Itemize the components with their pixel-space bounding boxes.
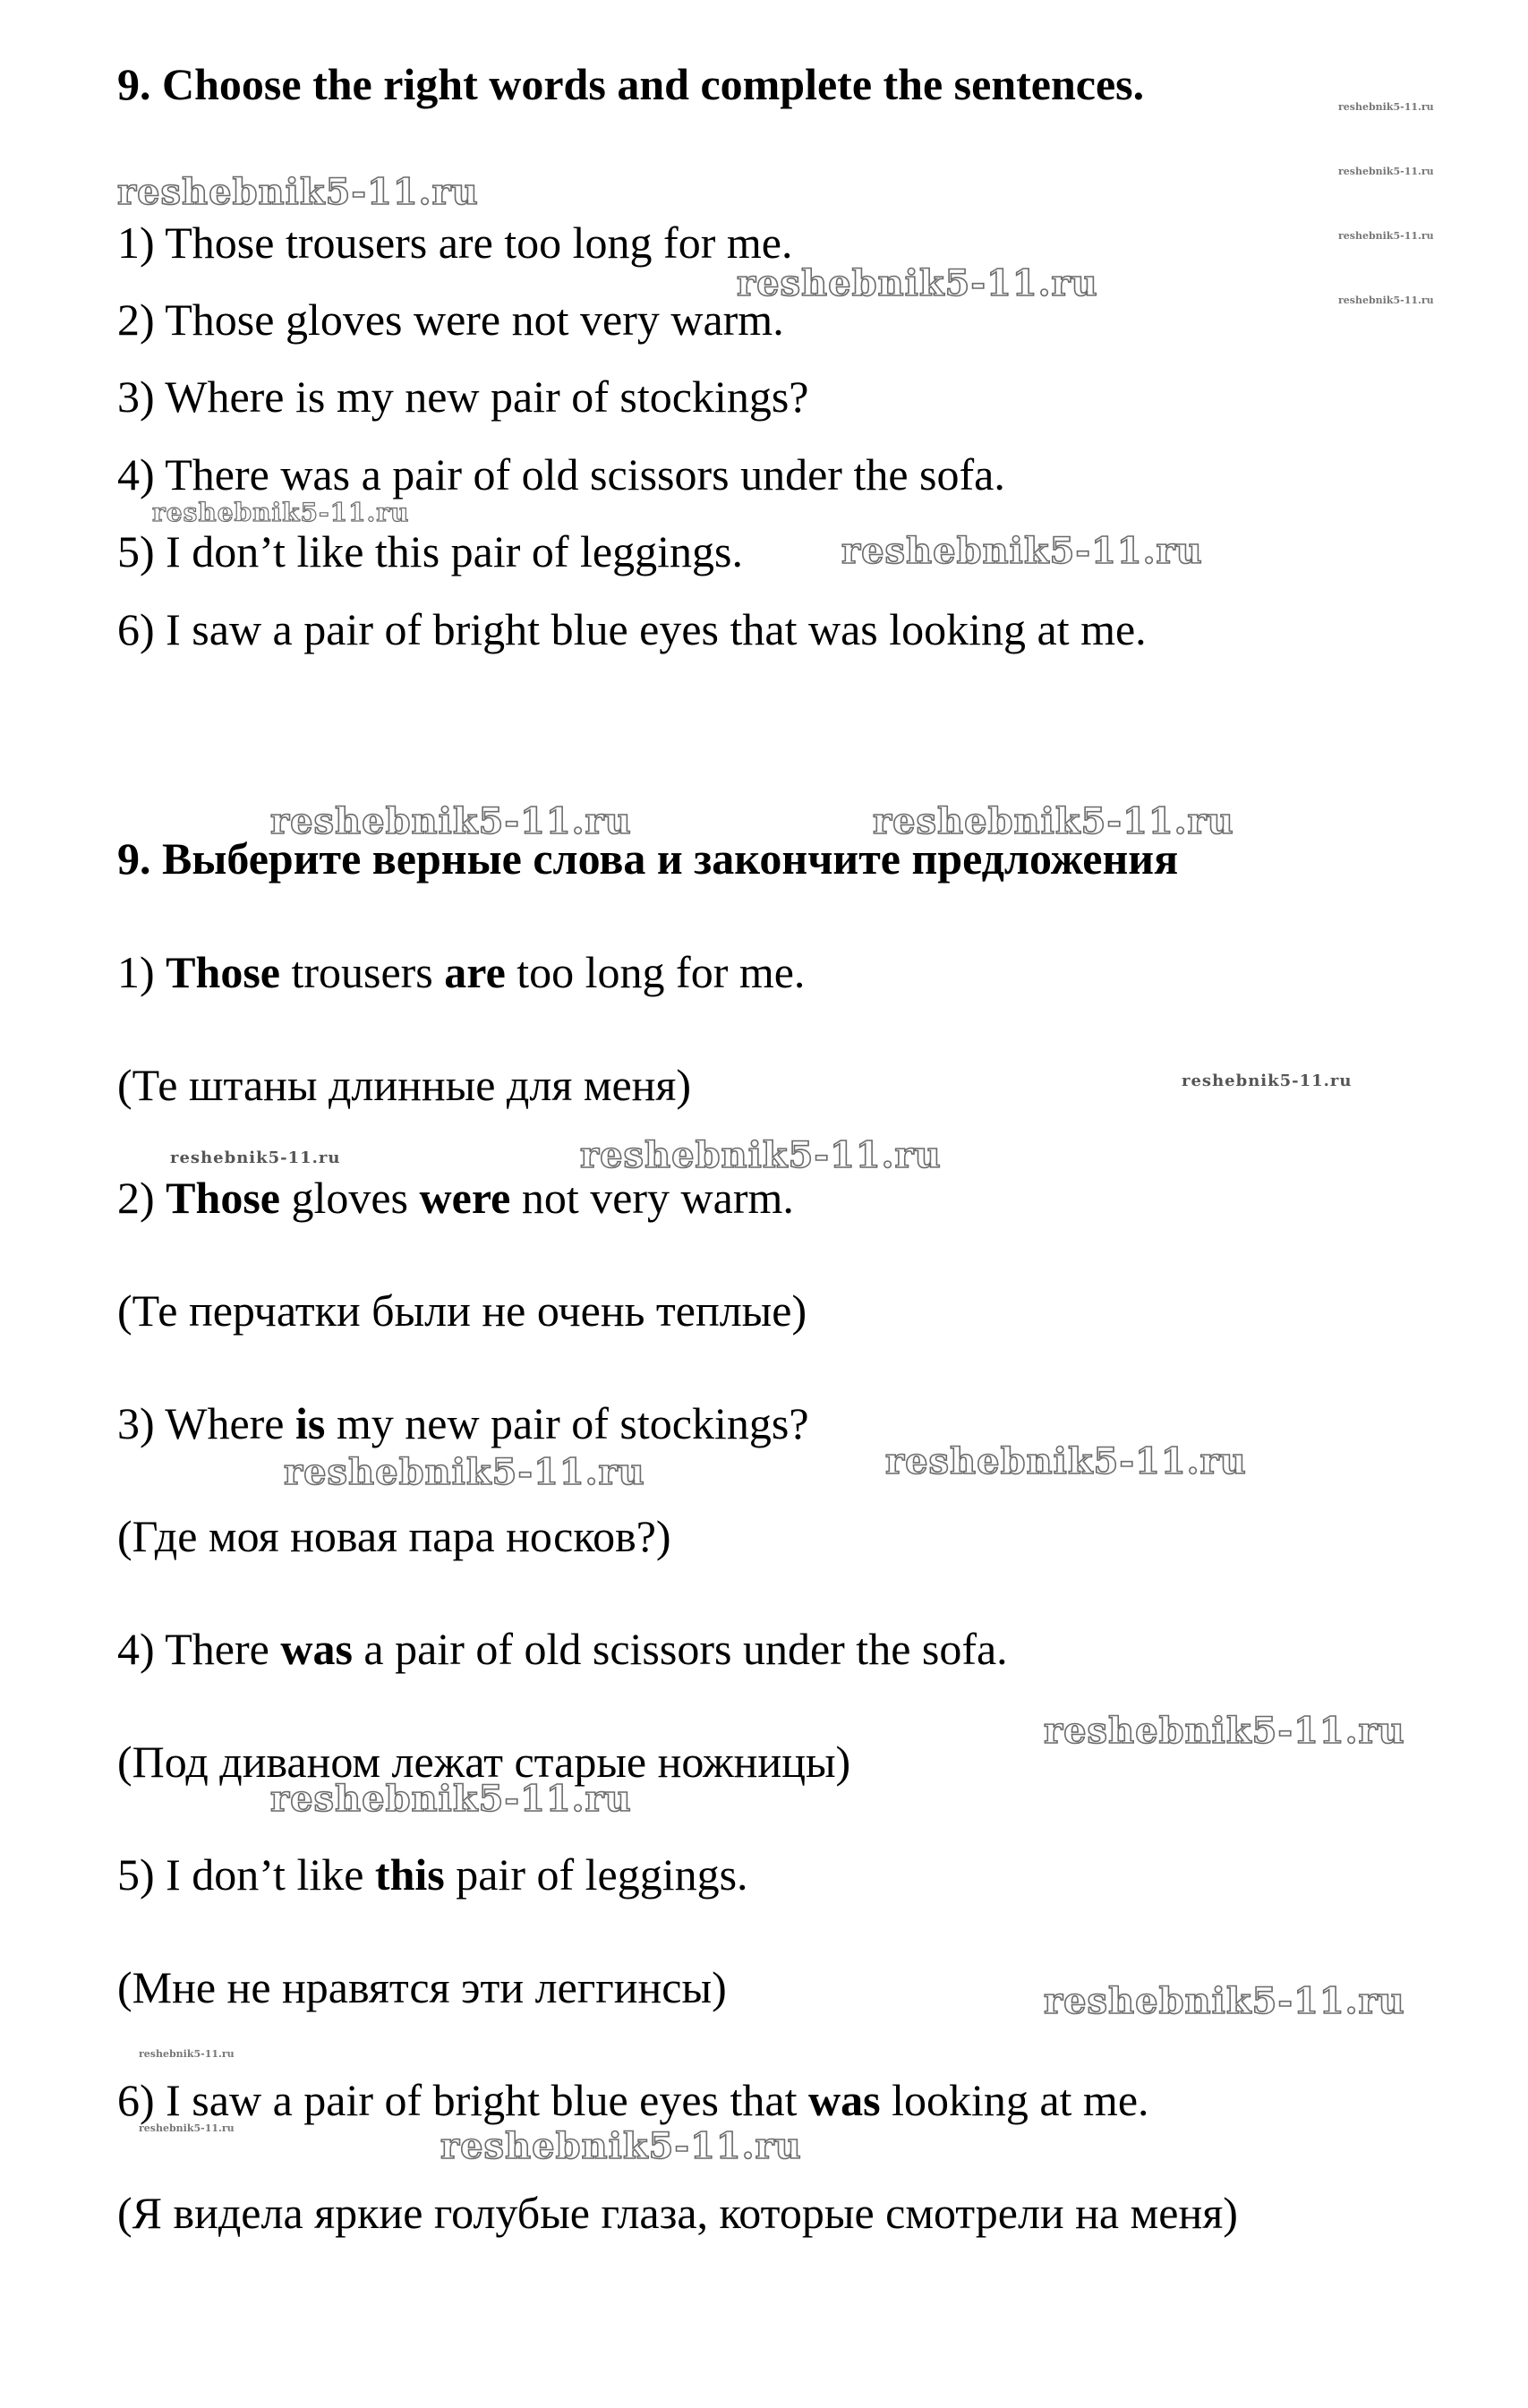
sentence-en-2: 2) Those gloves were not very warm. [117,295,784,345]
answer-word: are [444,947,506,997]
answer-6 [117,2073,1149,2127]
answer-3 [117,1396,809,1450]
watermark: reshebnik5-11.ru [117,171,479,213]
exercise-heading-en: 9. Choose the right words and complete the sentences. [117,59,1145,109]
watermark: reshebnik5-11.ru [580,1134,942,1176]
answer-text: There [165,1624,269,1674]
watermark: reshebnik5-11.ru [270,1778,632,1820]
watermark: reshebnik5-11.ru [284,1451,645,1493]
answer-4 [117,1622,1008,1676]
answer-text: I saw a pair of bright blue eyes that [166,2075,798,2125]
answer-text: Where [165,1398,285,1448]
translation-6: (Я видела яркие голубые глаза, которые смотрели на меня) [117,2188,1238,2238]
watermark: reshebnik5-11.ru [1338,101,1434,113]
watermark: reshebnik5-11.ru [170,1148,341,1167]
sentence-en-5: 5) I don’t like this pair of leggings. [117,526,743,576]
answer-text: trousers [291,947,433,997]
watermark: reshebnik5-11.ru [440,2125,802,2167]
translation-2: (Те перчатки были не очень теплые) [117,1285,807,1336]
watermark: reshebnik5-11.ru [885,1440,1247,1482]
answer-text: a pair of old scissors under the sofa. [363,1624,1008,1674]
translation-1: (Те штаны длинные для меня) [117,1060,692,1110]
answer-word: was [807,2075,881,2125]
watermark: reshebnik5-11.ru [1338,295,1434,306]
answer-text: I don’t like [166,1849,364,1900]
watermark: reshebnik5-11.ru [1182,1072,1353,1090]
answer-2 [117,1171,794,1225]
translation-4: (Под диваном лежат старые ножницы) [117,1737,851,1787]
answer-number: 1) [117,947,155,997]
answer-word: was [280,1624,353,1674]
sentence-en-3: 3) Where is my new pair of stockings? [117,371,809,422]
watermark: reshebnik5-11.ru [270,800,632,842]
watermark: reshebnik5-11.ru [1338,230,1434,242]
watermark: reshebnik5-11.ru [737,262,1098,304]
watermark: reshebnik5-11.ru [139,2048,235,2060]
answer-text: gloves [291,1173,409,1223]
answer-text: looking at me. [892,2075,1149,2125]
watermark: reshebnik5-11.ru [1044,1980,1405,2022]
sentence-en-6: 6) I saw a pair of bright blue eyes that was looking at me. [117,604,1147,654]
answer-word: is [295,1398,326,1448]
answer-5 [117,1848,748,1901]
answer-number: 4) [117,1624,155,1674]
answer-number: 3) [117,1398,155,1448]
answer-word: were [419,1173,511,1223]
watermark: reshebnik5-11.ru [1338,166,1434,177]
translation-3: (Где моя новая пара носков?) [117,1511,671,1561]
sentence-en-4: 4) There was a pair of old scissors under the sofa. [117,449,1005,500]
answer-word: Those [166,1173,280,1223]
watermark: reshebnik5-11.ru [1044,1710,1405,1752]
answer-number: 6) [117,2075,155,2125]
watermark: reshebnik5-11.ru [841,530,1203,572]
answer-number: 2) [117,1173,155,1223]
sentence-en-1: 1) Those trousers are too long for me. [117,218,793,268]
answer-text: my new pair of stockings? [336,1398,809,1448]
answer-text: too long for me. [516,947,806,997]
answer-word: Those [166,947,280,997]
translation-5: (Мне не нравятся эти леггинсы) [117,1962,727,2012]
watermark: reshebnik5-11.ru [152,498,410,527]
answer-text: not very warm. [521,1173,794,1223]
answer-text: pair of leggings. [456,1849,748,1900]
answer-number: 5) [117,1849,155,1900]
answer-word: this [374,1849,445,1900]
exercise-heading-ru: 9. Выберите верные слова и закончите предложения [117,833,1179,884]
answer-1 [117,945,805,999]
watermark: reshebnik5-11.ru [873,800,1234,842]
watermark: reshebnik5-11.ru [139,2122,235,2134]
